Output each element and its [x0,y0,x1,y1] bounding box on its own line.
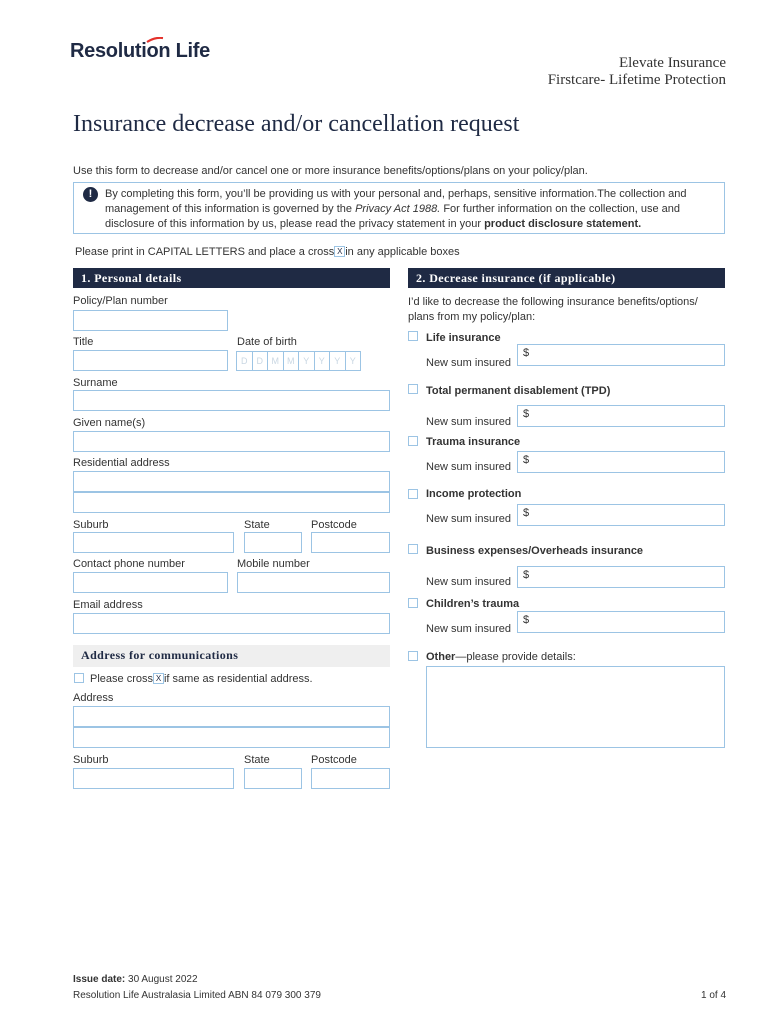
business-expenses-label: Business expenses/Overheads insurance [426,545,644,557]
residential-address-line1[interactable] [73,471,390,492]
email-input[interactable] [73,613,390,634]
tpd-label: Total permanent disablement (TPD) [426,385,611,397]
comms-address-line2[interactable] [73,727,390,748]
policy-number-label: Policy/Plan number [73,295,168,307]
suburb-input[interactable] [73,532,234,553]
comms-heading: Address for communications [73,645,390,667]
currency-symbol: $ [523,408,530,420]
income-protection-label: Income protection [426,488,522,500]
title-label: Title [73,336,94,348]
sum-insured-label: New sum insured [426,576,511,588]
trauma-sum-input[interactable] [517,451,725,473]
tpd-sum-input[interactable] [517,405,725,427]
comms-address-label: Address [73,692,114,704]
issue-date: Issue date: 30 August 2022 [73,974,198,985]
comms-address-line1[interactable] [73,706,390,727]
other-details-textarea[interactable] [426,666,725,748]
company-abn: Resolution Life Australasia Limited ABN 84 079 300 379 [73,990,321,1001]
dob-label: Date of birth [237,336,297,348]
privacy-notice [73,182,725,234]
comms-suburb-input[interactable] [73,768,234,789]
logo-text: Resolution Life [70,40,210,62]
page-number: 1 of 4 [701,990,727,1001]
email-label: Email address [73,599,143,611]
business-expenses-checkbox[interactable] [408,544,418,554]
given-names-label: Given name(s) [73,417,146,429]
given-names-input[interactable] [73,431,390,452]
sum-insured-label: New sum insured [426,461,511,473]
product-name: Elevate Insurance [618,55,726,71]
currency-symbol: $ [523,614,530,626]
residential-address-label: Residential address [73,457,170,469]
same-address-label: Please cross X if same as residential address. [90,673,313,685]
childrens-trauma-checkbox[interactable] [408,598,418,608]
contact-phone-label: Contact phone number [73,558,185,570]
comms-postcode-label: Postcode [311,754,357,766]
alert-icon: ! [83,187,98,202]
tpd-checkbox[interactable] [408,384,418,394]
sum-insured-label: New sum insured [426,357,511,369]
currency-symbol: $ [523,454,530,466]
mobile-label: Mobile number [237,558,310,570]
dob-input[interactable]: D D M M Y Y Y Y [237,351,361,371]
intro-text: Use this form to decrease and/or cancel one or more insurance benefits/options/plans on your policy/plan. [73,165,588,177]
life-insurance-label: Life insurance [426,332,501,344]
same-address-checkbox[interactable] [74,673,84,683]
surname-label: Surname [73,377,118,389]
childrens-trauma-label: Children’s trauma [426,598,520,610]
state-label: State [244,519,270,531]
title-input[interactable] [73,350,228,371]
page-title: Insurance decrease and/or cancellation request [73,111,520,137]
sum-insured-label: New sum insured [426,513,511,525]
sum-insured-label: New sum insured [426,623,511,635]
logo-swoosh-icon [146,37,164,43]
comms-state-label: State [244,754,270,766]
comms-suburb-label: Suburb [73,754,109,766]
currency-symbol: $ [523,347,530,359]
suburb-label: Suburb [73,519,109,531]
life-insurance-checkbox[interactable] [408,331,418,341]
brand-logo [70,40,210,63]
cross-example-icon: X [334,246,345,257]
product-subname: Firstcare- Lifetime Protection [547,72,726,88]
trauma-checkbox[interactable] [408,436,418,446]
comms-state-input[interactable] [244,768,302,789]
surname-input[interactable] [73,390,390,411]
business-sum-input[interactable] [517,566,725,588]
postcode-label: Postcode [311,519,357,531]
contact-phone-input[interactable] [73,572,228,593]
currency-symbol: $ [523,569,530,581]
sum-insured-label: New sum insured [426,416,511,428]
mobile-input[interactable] [237,572,390,593]
print-instruction: Please print in CAPITAL LETTERS and place a cross X in any applicable boxes [75,246,460,258]
residential-address-line2[interactable] [73,492,390,513]
childrens-trauma-sum-input[interactable] [517,611,725,633]
other-label: Other—please provide details: [426,651,576,663]
income-protection-checkbox[interactable] [408,489,418,499]
other-checkbox[interactable] [408,651,418,661]
decrease-intro: I’d like to decrease the following insurance benefits/options/ plans from my policy/plan: [408,296,698,323]
comms-postcode-input[interactable] [311,768,390,789]
policy-number-input[interactable] [73,310,228,331]
income-sum-input[interactable] [517,504,725,526]
life-sum-input[interactable] [517,344,725,366]
section-personal-details-heading: 1. Personal details [73,268,390,288]
currency-symbol: $ [523,507,530,519]
section-decrease-heading: 2. Decrease insurance (if applicable) [408,268,725,288]
postcode-input[interactable] [311,532,390,553]
state-input[interactable] [244,532,302,553]
trauma-label: Trauma insurance [426,436,521,448]
privacy-notice-text: By completing this form, you’ll be providing us with your personal and, perhaps, sensitive information.The collection and management of this information is governed by the Privacy Act 1988. For further information on the collection, use and disclosure of this information by us, please read the privacy statement in your product disclosure statement. [105,188,687,230]
cross-example-icon: X [153,673,164,684]
